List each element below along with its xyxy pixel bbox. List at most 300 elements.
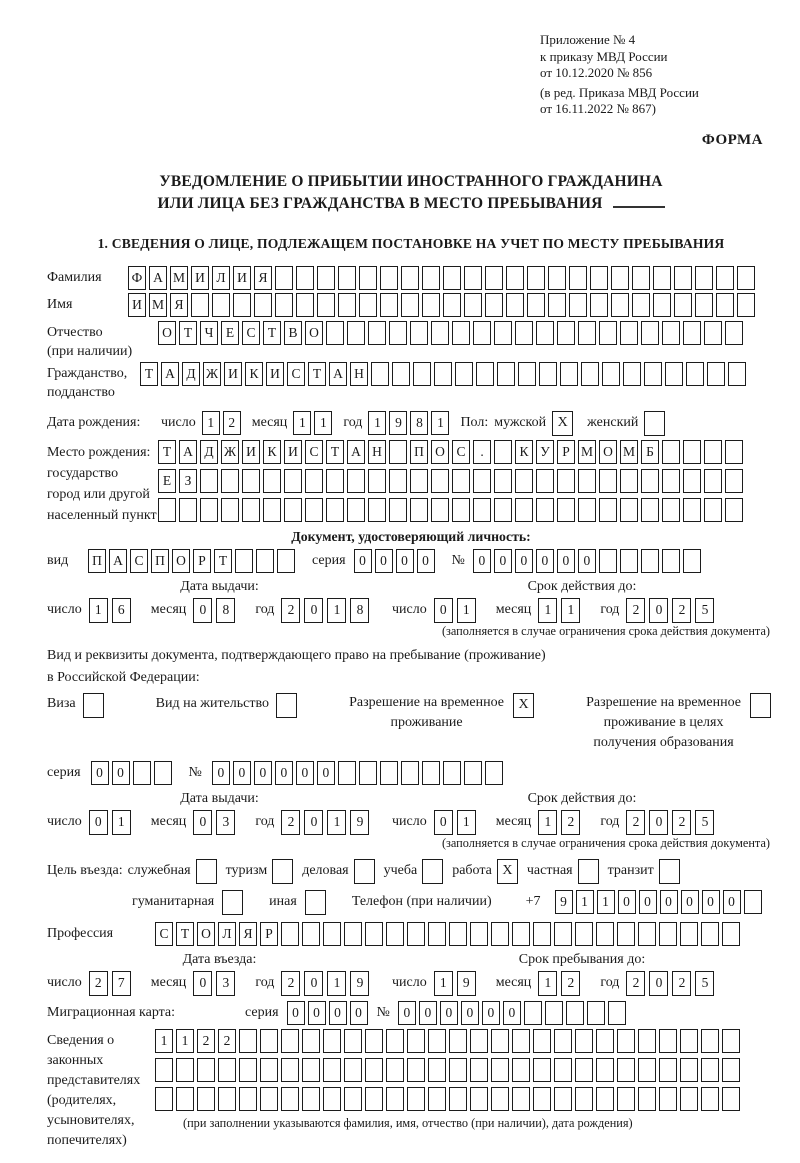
char-cell[interactable]	[695, 293, 713, 317]
char-cell[interactable]	[347, 498, 365, 522]
char-cell[interactable]	[470, 1087, 488, 1111]
char-cell[interactable]: И	[233, 266, 251, 290]
char-cell[interactable]	[485, 761, 503, 785]
char-cell[interactable]: 0	[275, 761, 293, 785]
char-cell[interactable]	[326, 321, 344, 345]
char-cell[interactable]	[407, 1087, 425, 1111]
entry-day-cells[interactable]	[89, 971, 135, 996]
char-cell[interactable]: 0	[375, 549, 393, 573]
char-cell[interactable]: 0	[193, 810, 212, 835]
char-cell[interactable]	[449, 1058, 467, 1082]
char-cell[interactable]	[524, 1001, 542, 1025]
char-cell[interactable]: 2	[223, 411, 241, 435]
char-cell[interactable]: 5	[695, 971, 714, 996]
char-cell[interactable]	[638, 1029, 656, 1053]
char-cell[interactable]	[133, 761, 151, 785]
char-cell[interactable]	[569, 293, 587, 317]
char-cell[interactable]: С	[452, 440, 470, 464]
res-issue-month-cells[interactable]	[193, 810, 239, 835]
char-cell[interactable]	[569, 266, 587, 290]
char-cell[interactable]	[401, 266, 419, 290]
char-cell[interactable]	[179, 498, 197, 522]
char-cell[interactable]	[590, 293, 608, 317]
char-cell[interactable]	[317, 266, 335, 290]
char-cell[interactable]: 0	[461, 1001, 479, 1025]
char-cell[interactable]: 5	[695, 810, 714, 835]
char-cell[interactable]: Б	[641, 440, 659, 464]
char-cell[interactable]	[641, 469, 659, 493]
char-cell[interactable]	[518, 362, 536, 386]
char-cell[interactable]	[305, 498, 323, 522]
char-cell[interactable]	[317, 293, 335, 317]
char-cell[interactable]	[515, 321, 533, 345]
char-cell[interactable]: 1	[327, 598, 346, 623]
char-cell[interactable]: 0	[503, 1001, 521, 1025]
char-cell[interactable]	[704, 469, 722, 493]
char-cell[interactable]: А	[109, 549, 127, 573]
char-cell[interactable]: А	[347, 440, 365, 464]
char-cell[interactable]	[662, 321, 680, 345]
char-cell[interactable]: 1	[561, 598, 580, 623]
char-cell[interactable]: З	[179, 469, 197, 493]
char-cell[interactable]	[641, 549, 659, 573]
char-cell[interactable]	[536, 498, 554, 522]
char-cell[interactable]: 2	[197, 1029, 215, 1053]
char-cell[interactable]: 8	[216, 598, 235, 623]
char-cell[interactable]: А	[149, 266, 167, 290]
char-cell[interactable]: А	[161, 362, 179, 386]
char-cell[interactable]	[620, 469, 638, 493]
char-cell[interactable]	[277, 549, 295, 573]
char-cell[interactable]	[728, 362, 746, 386]
char-cell[interactable]	[548, 266, 566, 290]
char-cell[interactable]	[326, 498, 344, 522]
temp-residence-checkbox[interactable]: X	[513, 693, 534, 718]
char-cell[interactable]	[428, 922, 446, 946]
char-cell[interactable]: 0	[287, 1001, 305, 1025]
char-cell[interactable]	[344, 1058, 362, 1082]
char-cell[interactable]	[683, 469, 701, 493]
char-cell[interactable]: .	[473, 440, 491, 464]
char-cell[interactable]	[683, 321, 701, 345]
char-cell[interactable]	[599, 469, 617, 493]
char-cell[interactable]	[242, 498, 260, 522]
birthplace-cells-row3[interactable]	[158, 498, 746, 522]
char-cell[interactable]: 0	[649, 971, 668, 996]
char-cell[interactable]	[725, 321, 743, 345]
char-cell[interactable]: Д	[200, 440, 218, 464]
char-cell[interactable]	[455, 362, 473, 386]
char-cell[interactable]: И	[284, 440, 302, 464]
char-cell[interactable]	[596, 922, 614, 946]
char-cell[interactable]: 9	[350, 810, 369, 835]
char-cell[interactable]: Т	[263, 321, 281, 345]
char-cell[interactable]: 0	[482, 1001, 500, 1025]
char-cell[interactable]	[506, 293, 524, 317]
char-cell[interactable]: И	[191, 266, 209, 290]
char-cell[interactable]: Т	[308, 362, 326, 386]
char-cell[interactable]	[515, 469, 533, 493]
char-cell[interactable]: 1	[368, 411, 386, 435]
char-cell[interactable]	[506, 266, 524, 290]
char-cell[interactable]	[359, 293, 377, 317]
char-cell[interactable]	[695, 266, 713, 290]
res-series-cells[interactable]	[91, 761, 175, 785]
char-cell[interactable]	[326, 469, 344, 493]
char-cell[interactable]	[386, 922, 404, 946]
char-cell[interactable]: Я	[239, 922, 257, 946]
char-cell[interactable]	[365, 1058, 383, 1082]
char-cell[interactable]: И	[128, 293, 146, 317]
char-cell[interactable]	[473, 321, 491, 345]
char-cell[interactable]: О	[599, 440, 617, 464]
char-cell[interactable]: 0	[702, 890, 720, 914]
char-cell[interactable]: О	[431, 440, 449, 464]
char-cell[interactable]	[380, 761, 398, 785]
given-name-cells[interactable]	[128, 293, 758, 317]
char-cell[interactable]	[392, 362, 410, 386]
char-cell[interactable]: 1	[576, 890, 594, 914]
char-cell[interactable]: Р	[193, 549, 211, 573]
char-cell[interactable]: С	[242, 321, 260, 345]
char-cell[interactable]	[452, 498, 470, 522]
char-cell[interactable]	[575, 922, 593, 946]
char-cell[interactable]	[470, 1058, 488, 1082]
char-cell[interactable]	[485, 266, 503, 290]
char-cell[interactable]: 9	[457, 971, 476, 996]
char-cell[interactable]: В	[284, 321, 302, 345]
char-cell[interactable]: 0	[296, 761, 314, 785]
char-cell[interactable]	[575, 1058, 593, 1082]
char-cell[interactable]: Ф	[128, 266, 146, 290]
char-cell[interactable]	[701, 1058, 719, 1082]
char-cell[interactable]	[422, 266, 440, 290]
char-cell[interactable]	[620, 321, 638, 345]
char-cell[interactable]	[725, 469, 743, 493]
char-cell[interactable]	[254, 293, 272, 317]
char-cell[interactable]: 1	[538, 598, 557, 623]
char-cell[interactable]	[476, 362, 494, 386]
surname-cells[interactable]	[128, 266, 758, 290]
char-cell[interactable]: 1	[327, 971, 346, 996]
char-cell[interactable]	[701, 1029, 719, 1053]
char-cell[interactable]	[680, 1029, 698, 1053]
char-cell[interactable]	[338, 266, 356, 290]
char-cell[interactable]: 0	[350, 1001, 368, 1025]
char-cell[interactable]	[608, 1001, 626, 1025]
char-cell[interactable]	[218, 1087, 236, 1111]
char-cell[interactable]: О	[158, 321, 176, 345]
char-cell[interactable]	[422, 761, 440, 785]
purpose-official-checkbox[interactable]	[196, 859, 217, 884]
char-cell[interactable]: О	[305, 321, 323, 345]
char-cell[interactable]: М	[149, 293, 167, 317]
char-cell[interactable]: 2	[626, 810, 645, 835]
stay-year-cells[interactable]	[626, 971, 718, 996]
id-issue-day-cells[interactable]	[89, 598, 135, 623]
char-cell[interactable]	[401, 761, 419, 785]
char-cell[interactable]: К	[245, 362, 263, 386]
char-cell[interactable]	[725, 498, 743, 522]
char-cell[interactable]	[200, 498, 218, 522]
char-cell[interactable]: Н	[368, 440, 386, 464]
char-cell[interactable]	[443, 293, 461, 317]
birth-day-cells[interactable]	[202, 411, 244, 435]
char-cell[interactable]	[674, 266, 692, 290]
char-cell[interactable]: С	[287, 362, 305, 386]
res-issue-day-cells[interactable]	[89, 810, 135, 835]
char-cell[interactable]: 8	[410, 411, 428, 435]
char-cell[interactable]	[338, 761, 356, 785]
char-cell[interactable]	[242, 469, 260, 493]
char-cell[interactable]: К	[515, 440, 533, 464]
char-cell[interactable]	[512, 1029, 530, 1053]
char-cell[interactable]	[386, 1029, 404, 1053]
char-cell[interactable]	[539, 362, 557, 386]
char-cell[interactable]	[494, 498, 512, 522]
char-cell[interactable]	[722, 1087, 740, 1111]
id-issue-year-cells[interactable]	[281, 598, 373, 623]
char-cell[interactable]: Е	[221, 321, 239, 345]
char-cell[interactable]: 0	[212, 761, 230, 785]
char-cell[interactable]: Ч	[200, 321, 218, 345]
mc-series-cells[interactable]	[287, 1001, 371, 1025]
char-cell[interactable]: 0	[398, 1001, 416, 1025]
profession-cells[interactable]	[155, 922, 743, 946]
birth-year-cells[interactable]	[368, 411, 452, 435]
char-cell[interactable]: 1	[327, 810, 346, 835]
char-cell[interactable]	[485, 293, 503, 317]
char-cell[interactable]	[413, 362, 431, 386]
char-cell[interactable]	[680, 1058, 698, 1082]
char-cell[interactable]: П	[151, 549, 169, 573]
char-cell[interactable]	[578, 469, 596, 493]
char-cell[interactable]	[680, 922, 698, 946]
char-cell[interactable]	[221, 469, 239, 493]
char-cell[interactable]	[590, 266, 608, 290]
char-cell[interactable]	[494, 469, 512, 493]
char-cell[interactable]: 0	[618, 890, 636, 914]
guardians-cells-row2[interactable]	[155, 1058, 743, 1082]
char-cell[interactable]	[578, 498, 596, 522]
char-cell[interactable]	[368, 321, 386, 345]
char-cell[interactable]	[659, 922, 677, 946]
char-cell[interactable]: О	[172, 549, 190, 573]
char-cell[interactable]	[407, 1058, 425, 1082]
char-cell[interactable]	[323, 1029, 341, 1053]
char-cell[interactable]: Д	[182, 362, 200, 386]
char-cell[interactable]	[431, 321, 449, 345]
char-cell[interactable]	[599, 549, 617, 573]
id-number-cells[interactable]	[473, 549, 704, 573]
char-cell[interactable]: 2	[672, 598, 691, 623]
citizenship-cells[interactable]	[140, 362, 749, 386]
visa-checkbox[interactable]	[83, 693, 104, 718]
residence-permit-checkbox[interactable]	[276, 693, 297, 718]
char-cell[interactable]	[491, 922, 509, 946]
char-cell[interactable]	[662, 469, 680, 493]
res-valid-day-cells[interactable]	[434, 810, 480, 835]
char-cell[interactable]: Л	[218, 922, 236, 946]
char-cell[interactable]: 0	[89, 810, 108, 835]
char-cell[interactable]: 1	[314, 411, 332, 435]
char-cell[interactable]: Т	[214, 549, 232, 573]
char-cell[interactable]: 2	[281, 810, 300, 835]
char-cell[interactable]	[235, 549, 253, 573]
char-cell[interactable]: 1	[155, 1029, 173, 1053]
char-cell[interactable]: 2	[672, 971, 691, 996]
id-issue-month-cells[interactable]	[193, 598, 239, 623]
res-valid-month-cells[interactable]	[538, 810, 584, 835]
char-cell[interactable]: 1	[457, 810, 476, 835]
char-cell[interactable]: 0	[440, 1001, 458, 1025]
char-cell[interactable]	[497, 362, 515, 386]
char-cell[interactable]	[638, 922, 656, 946]
char-cell[interactable]	[428, 1087, 446, 1111]
char-cell[interactable]	[281, 1029, 299, 1053]
char-cell[interactable]	[566, 1001, 584, 1025]
char-cell[interactable]	[296, 266, 314, 290]
char-cell[interactable]	[263, 469, 281, 493]
patronymic-cells[interactable]	[158, 321, 746, 345]
char-cell[interactable]: П	[88, 549, 106, 573]
char-cell[interactable]	[659, 1087, 677, 1111]
char-cell[interactable]	[239, 1029, 257, 1053]
char-cell[interactable]: 1	[176, 1029, 194, 1053]
purpose-other-checkbox[interactable]	[305, 890, 326, 915]
purpose-business-checkbox[interactable]	[354, 859, 375, 884]
char-cell[interactable]	[596, 1058, 614, 1082]
char-cell[interactable]	[302, 1087, 320, 1111]
char-cell[interactable]	[686, 362, 704, 386]
char-cell[interactable]: А	[329, 362, 347, 386]
char-cell[interactable]	[347, 469, 365, 493]
char-cell[interactable]	[359, 761, 377, 785]
char-cell[interactable]: 6	[112, 598, 131, 623]
char-cell[interactable]: 0	[317, 761, 335, 785]
char-cell[interactable]	[260, 1029, 278, 1053]
char-cell[interactable]	[191, 293, 209, 317]
char-cell[interactable]	[662, 549, 680, 573]
char-cell[interactable]: 0	[112, 761, 130, 785]
id-series-cells[interactable]	[354, 549, 438, 573]
char-cell[interactable]	[233, 293, 251, 317]
char-cell[interactable]: Л	[212, 266, 230, 290]
char-cell[interactable]	[575, 1029, 593, 1053]
char-cell[interactable]	[344, 1029, 362, 1053]
char-cell[interactable]: 0	[494, 549, 512, 573]
char-cell[interactable]	[533, 1087, 551, 1111]
res-number-cells[interactable]	[212, 761, 506, 785]
char-cell[interactable]: 0	[233, 761, 251, 785]
char-cell[interactable]	[302, 922, 320, 946]
char-cell[interactable]: О	[197, 922, 215, 946]
char-cell[interactable]	[662, 440, 680, 464]
char-cell[interactable]	[638, 1058, 656, 1082]
char-cell[interactable]	[155, 1058, 173, 1082]
char-cell[interactable]	[305, 469, 323, 493]
char-cell[interactable]	[491, 1029, 509, 1053]
guardians-cells-row3[interactable]	[155, 1087, 743, 1111]
char-cell[interactable]	[323, 1058, 341, 1082]
char-cell[interactable]	[410, 469, 428, 493]
char-cell[interactable]	[596, 1087, 614, 1111]
char-cell[interactable]: 2	[626, 971, 645, 996]
char-cell[interactable]: Р	[557, 440, 575, 464]
char-cell[interactable]	[599, 498, 617, 522]
char-cell[interactable]: 2	[626, 598, 645, 623]
char-cell[interactable]: Ж	[221, 440, 239, 464]
char-cell[interactable]	[154, 761, 172, 785]
char-cell[interactable]	[536, 469, 554, 493]
char-cell[interactable]	[239, 1058, 257, 1082]
char-cell[interactable]	[554, 1087, 572, 1111]
char-cell[interactable]	[422, 293, 440, 317]
char-cell[interactable]	[665, 362, 683, 386]
char-cell[interactable]	[641, 321, 659, 345]
char-cell[interactable]	[683, 498, 701, 522]
char-cell[interactable]: 0	[308, 1001, 326, 1025]
char-cell[interactable]	[557, 498, 575, 522]
char-cell[interactable]	[176, 1087, 194, 1111]
char-cell[interactable]	[389, 321, 407, 345]
char-cell[interactable]	[701, 922, 719, 946]
char-cell[interactable]	[623, 362, 641, 386]
char-cell[interactable]: 1	[431, 411, 449, 435]
char-cell[interactable]	[470, 1029, 488, 1053]
char-cell[interactable]: Т	[326, 440, 344, 464]
char-cell[interactable]	[737, 266, 755, 290]
char-cell[interactable]: Т	[158, 440, 176, 464]
char-cell[interactable]: 2	[89, 971, 108, 996]
char-cell[interactable]: И	[266, 362, 284, 386]
char-cell[interactable]: 3	[216, 971, 235, 996]
char-cell[interactable]	[401, 293, 419, 317]
char-cell[interactable]	[620, 549, 638, 573]
char-cell[interactable]: 0	[639, 890, 657, 914]
char-cell[interactable]	[716, 293, 734, 317]
char-cell[interactable]: Н	[350, 362, 368, 386]
char-cell[interactable]: 2	[281, 971, 300, 996]
char-cell[interactable]	[428, 1058, 446, 1082]
char-cell[interactable]	[587, 1001, 605, 1025]
char-cell[interactable]	[704, 440, 722, 464]
char-cell[interactable]	[275, 266, 293, 290]
char-cell[interactable]	[527, 266, 545, 290]
char-cell[interactable]	[443, 266, 461, 290]
char-cell[interactable]	[338, 293, 356, 317]
char-cell[interactable]	[533, 1058, 551, 1082]
id-valid-year-cells[interactable]	[626, 598, 718, 623]
char-cell[interactable]: 0	[660, 890, 678, 914]
entry-year-cells[interactable]	[281, 971, 373, 996]
char-cell[interactable]	[683, 549, 701, 573]
char-cell[interactable]	[674, 293, 692, 317]
char-cell[interactable]	[389, 469, 407, 493]
char-cell[interactable]	[494, 321, 512, 345]
char-cell[interactable]: 0	[723, 890, 741, 914]
char-cell[interactable]	[275, 293, 293, 317]
char-cell[interactable]	[260, 1087, 278, 1111]
char-cell[interactable]	[449, 922, 467, 946]
char-cell[interactable]	[725, 440, 743, 464]
char-cell[interactable]	[368, 498, 386, 522]
char-cell[interactable]	[347, 321, 365, 345]
char-cell[interactable]	[644, 362, 662, 386]
char-cell[interactable]	[359, 266, 377, 290]
char-cell[interactable]: 1	[89, 598, 108, 623]
char-cell[interactable]: 2	[218, 1029, 236, 1053]
